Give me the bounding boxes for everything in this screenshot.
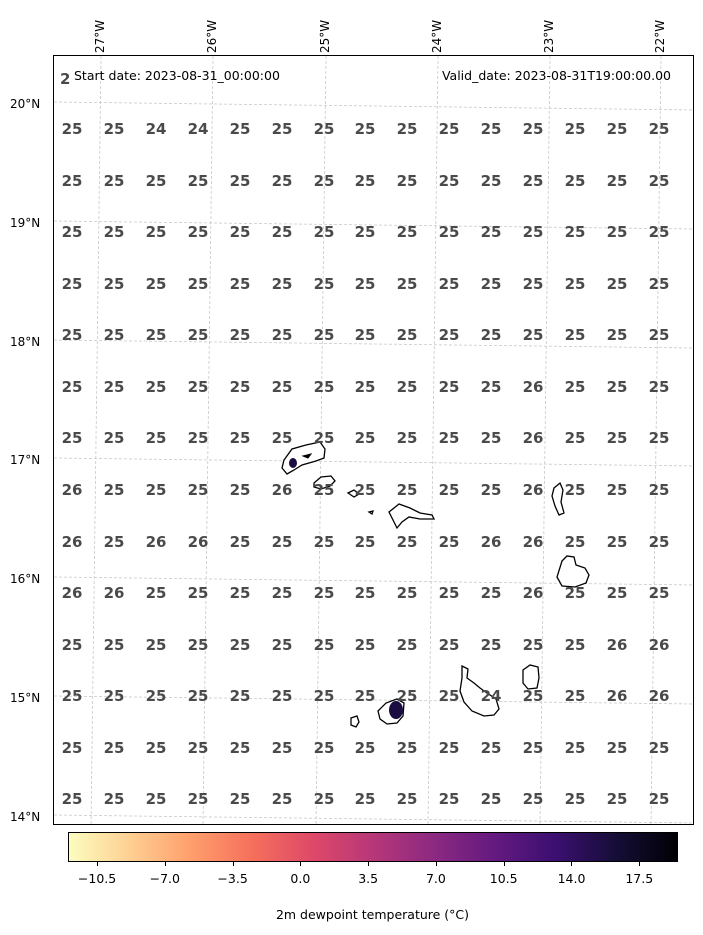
dewpoint-value: 25: [480, 172, 502, 190]
dewpoint-value: 25: [313, 687, 335, 705]
dewpoint-value: 25: [480, 790, 502, 808]
dewpoint-value: 25: [522, 739, 544, 757]
dewpoint-value: 25: [648, 584, 670, 602]
dewpoint-value: 25: [564, 636, 586, 654]
longitude-label-text: 27°W: [93, 19, 107, 53]
dewpoint-value: 25: [480, 326, 502, 344]
dewpoint-value: 25: [564, 533, 586, 551]
dewpoint-value: 25: [396, 326, 418, 344]
dewpoint-value: 25: [396, 223, 418, 241]
dewpoint-value: 25: [522, 790, 544, 808]
dewpoint-value: 25: [564, 584, 586, 602]
dewpoint-value: 25: [145, 687, 167, 705]
dewpoint-value: 25: [606, 326, 628, 344]
dewpoint-value: 25: [564, 481, 586, 499]
dewpoint-value: 25: [103, 378, 125, 396]
dewpoint-value: 25: [103, 223, 125, 241]
colorbar-tick-mark: [571, 862, 572, 866]
dewpoint-value: 25: [313, 584, 335, 602]
dewpoint-value: 25: [522, 636, 544, 654]
dewpoint-value: 25: [396, 429, 418, 447]
dewpoint-value: 25: [229, 584, 251, 602]
dewpoint-value: 25: [438, 429, 460, 447]
dewpoint-value: 25: [103, 275, 125, 293]
parallel-line: [54, 102, 694, 110]
longitude-label: [542, 8, 562, 53]
latitude-label: 18°N: [10, 335, 41, 349]
colorbar-tick-mark: [368, 862, 369, 866]
colorbar-tick-mark: [436, 862, 437, 866]
dewpoint-value: 26: [522, 533, 544, 551]
dewpoint-value: 25: [103, 172, 125, 190]
dewpoint-value: 26: [145, 533, 167, 551]
dewpoint-value: 25: [313, 326, 335, 344]
dewpoint-value: 25: [396, 790, 418, 808]
dewpoint-value: 25: [229, 790, 251, 808]
dewpoint-value: 25: [313, 172, 335, 190]
colorbar-tick-label: −7.0: [149, 871, 180, 886]
dewpoint-value: 25: [61, 326, 83, 344]
dewpoint-value: 25: [354, 120, 376, 138]
dewpoint-value: 25: [354, 326, 376, 344]
dewpoint-value: 25: [61, 687, 83, 705]
dewpoint-value: 25: [564, 739, 586, 757]
dewpoint-value: 25: [271, 739, 293, 757]
dewpoint-value: 24: [187, 120, 209, 138]
dewpoint-value: 24: [480, 687, 502, 705]
dewpoint-value: 25: [313, 429, 335, 447]
start-date-label: Start date: 2023-08-31_00:00:00: [74, 68, 280, 83]
dewpoint-value: 25: [229, 429, 251, 447]
dewpoint-value: 25: [522, 326, 544, 344]
dewpoint-value: 25: [271, 584, 293, 602]
dewpoint-value: 25: [187, 429, 209, 447]
dewpoint-value: 26: [522, 584, 544, 602]
dewpoint-value: 25: [187, 326, 209, 344]
dewpoint-value: 25: [606, 584, 628, 602]
dewpoint-value: 25: [438, 533, 460, 551]
colorbar-title: 2m dewpoint temperature (°C): [275, 907, 470, 922]
dewpoint-value: 25: [103, 739, 125, 757]
colorbar-tick-mark: [504, 862, 505, 866]
corner-label: 2: [60, 70, 71, 88]
colorbar-tick-mark: [300, 862, 301, 866]
dewpoint-value: 25: [354, 481, 376, 499]
dewpoint-value: 25: [271, 172, 293, 190]
meridian-line: [91, 56, 101, 825]
dewpoint-value: 25: [606, 378, 628, 396]
dewpoint-value: 25: [480, 378, 502, 396]
dewpoint-value: 25: [229, 533, 251, 551]
dewpoint-value: 25: [438, 172, 460, 190]
dewpoint-value: 25: [606, 172, 628, 190]
dewpoint-value: 25: [438, 687, 460, 705]
dewpoint-value: 25: [145, 378, 167, 396]
dewpoint-value: 25: [438, 378, 460, 396]
latitude-label: 14°N: [10, 810, 41, 824]
island-boa-vista: [557, 556, 589, 587]
dewpoint-value: 25: [480, 429, 502, 447]
longitude-label-text: 24°W: [430, 19, 444, 53]
dewpoint-value: 25: [564, 326, 586, 344]
dewpoint-value: 25: [354, 533, 376, 551]
dewpoint-value: 25: [648, 275, 670, 293]
dewpoint-value: 25: [648, 120, 670, 138]
dewpoint-value: 25: [354, 584, 376, 602]
dewpoint-value: 25: [187, 223, 209, 241]
dewpoint-value: 25: [61, 739, 83, 757]
dewpoint-value: 26: [606, 636, 628, 654]
longitude-label-text: 26°W: [205, 19, 219, 53]
dewpoint-value: 25: [103, 687, 125, 705]
colorbar-tick-mark: [97, 862, 98, 866]
dewpoint-value: 25: [564, 172, 586, 190]
dewpoint-value: 25: [187, 584, 209, 602]
dewpoint-value: 25: [480, 120, 502, 138]
dewpoint-value: 25: [271, 429, 293, 447]
dewpoint-value: 25: [480, 584, 502, 602]
dewpoint-value: 25: [229, 172, 251, 190]
dewpoint-value: 25: [313, 275, 335, 293]
dewpoint-value: 25: [606, 533, 628, 551]
dewpoint-value: 25: [61, 378, 83, 396]
dewpoint-value: 25: [145, 790, 167, 808]
dewpoint-value: 25: [648, 481, 670, 499]
dewpoint-value: 25: [480, 275, 502, 293]
dewpoint-value: 26: [522, 481, 544, 499]
latitude-label: 17°N: [10, 453, 41, 467]
dewpoint-value: 25: [648, 429, 670, 447]
dewpoint-value: 26: [522, 378, 544, 396]
dewpoint-value: 25: [61, 790, 83, 808]
colorbar: [68, 832, 678, 862]
dewpoint-value: 25: [271, 223, 293, 241]
meridian-line: [428, 56, 438, 825]
dewpoint-value: 25: [229, 481, 251, 499]
dewpoint-value: 25: [229, 120, 251, 138]
dewpoint-value: 25: [396, 739, 418, 757]
dewpoint-value: 25: [438, 790, 460, 808]
dewpoint-value: 25: [480, 223, 502, 241]
dewpoint-value: 25: [271, 120, 293, 138]
dewpoint-value: 25: [61, 275, 83, 293]
island-sal: [552, 483, 564, 515]
latitude-label: 20°N: [10, 97, 41, 111]
dewpoint-value: 25: [229, 378, 251, 396]
dewpoint-value: 25: [396, 481, 418, 499]
colorbar-tick-mark: [233, 862, 234, 866]
dewpoint-value: 25: [438, 636, 460, 654]
dewpoint-value: 26: [187, 533, 209, 551]
dewpoint-value: 25: [648, 172, 670, 190]
dewpoint-value: 25: [354, 275, 376, 293]
dewpoint-value: 25: [396, 275, 418, 293]
valid-date-label: Valid_date: 2023-08-31T19:00:00.00: [441, 68, 671, 83]
dewpoint-value: 26: [61, 533, 83, 551]
dewpoint-value: 26: [648, 636, 670, 654]
dewpoint-value: 26: [271, 481, 293, 499]
dewpoint-value-grid: [62, 120, 670, 808]
dewpoint-value: 25: [480, 739, 502, 757]
dewpoint-value: 25: [61, 120, 83, 138]
dewpoint-value: 25: [229, 223, 251, 241]
dewpoint-value: 25: [438, 739, 460, 757]
dewpoint-value: 25: [229, 275, 251, 293]
dewpoint-value: 25: [145, 223, 167, 241]
longitude-label: [653, 8, 673, 53]
dewpoint-value: 25: [648, 223, 670, 241]
dewpoint-value: 25: [438, 584, 460, 602]
dewpoint-value: 25: [648, 739, 670, 757]
dewpoint-value: 25: [187, 687, 209, 705]
dewpoint-value: 25: [396, 636, 418, 654]
longitude-label-text: 23°W: [542, 19, 556, 53]
dewpoint-value: 25: [313, 790, 335, 808]
dewpoint-value: 25: [354, 790, 376, 808]
dewpoint-value: 25: [564, 687, 586, 705]
longitude-label: [205, 8, 225, 53]
dewpoint-value: 26: [61, 481, 83, 499]
dewpoint-value: 25: [187, 378, 209, 396]
dewpoint-value: 25: [606, 223, 628, 241]
dewpoint-value: 25: [187, 172, 209, 190]
island-brava: [351, 716, 359, 727]
dewpoint-value: 26: [61, 584, 83, 602]
dewpoint-value: 25: [103, 790, 125, 808]
dewpoint-value: 25: [354, 687, 376, 705]
dewpoint-value: 25: [103, 326, 125, 344]
dewpoint-value: 25: [103, 429, 125, 447]
dewpoint-value: 25: [438, 223, 460, 241]
dewpoint-value: 25: [313, 481, 335, 499]
dewpoint-value: 25: [606, 790, 628, 808]
latitude-label: 15°N: [10, 691, 41, 705]
dewpoint-value: 26: [103, 584, 125, 602]
dewpoint-value: 25: [271, 533, 293, 551]
island-sao-nicolau: [389, 504, 434, 528]
dewpoint-value: 25: [564, 120, 586, 138]
dewpoint-value: 25: [396, 533, 418, 551]
dewpoint-value: 25: [564, 275, 586, 293]
dewpoint-value: 25: [313, 223, 335, 241]
dewpoint-value: 25: [229, 636, 251, 654]
dewpoint-value: 25: [564, 429, 586, 447]
dewpoint-value: 25: [61, 223, 83, 241]
dewpoint-value: 25: [61, 636, 83, 654]
dewpoint-value: 25: [606, 429, 628, 447]
dewpoint-value: 25: [564, 790, 586, 808]
dewpoint-value: 25: [396, 584, 418, 602]
dewpoint-value: 25: [313, 120, 335, 138]
dewpoint-value: 25: [313, 739, 335, 757]
dewpoint-value: 25: [229, 326, 251, 344]
colorbar-tick-label: 3.5: [358, 871, 379, 886]
dewpoint-value: 25: [145, 275, 167, 293]
dewpoint-value: 25: [229, 687, 251, 705]
dewpoint-value: 25: [480, 481, 502, 499]
colorbar-tick-mark: [639, 862, 640, 866]
dewpoint-value: 25: [354, 636, 376, 654]
dewpoint-value: 25: [145, 636, 167, 654]
dewpoint-value: 25: [396, 172, 418, 190]
colorbar-tick-label: 0.0: [290, 871, 311, 886]
colorbar-tick-label: 10.5: [489, 871, 518, 886]
dewpoint-value: 25: [396, 687, 418, 705]
dewpoint-value: 25: [438, 481, 460, 499]
longitude-label-text: 22°W: [653, 19, 667, 53]
longitude-label-text: 25°W: [318, 19, 332, 53]
dewpoint-value: 26: [648, 687, 670, 705]
dewpoint-value: 25: [61, 172, 83, 190]
dewpoint-value: 25: [522, 275, 544, 293]
dewpoint-value: 25: [313, 636, 335, 654]
dewpoint-value: 25: [187, 275, 209, 293]
dewpoint-value: 25: [606, 275, 628, 293]
map-panel: [53, 55, 694, 825]
dewpoint-value: 25: [61, 429, 83, 447]
dewpoint-value: 25: [271, 790, 293, 808]
dewpoint-spot-santo-antao: [289, 458, 297, 468]
dewpoint-value: 25: [648, 378, 670, 396]
dewpoint-value: 26: [522, 429, 544, 447]
colorbar-tick-label: 17.5: [625, 871, 654, 886]
dewpoint-value: 25: [438, 120, 460, 138]
longitude-label: [318, 8, 338, 53]
colorbar-tick-label: 14.0: [557, 871, 586, 886]
longitude-label: [93, 8, 113, 53]
dewpoint-value: 25: [271, 275, 293, 293]
dewpoint-value: 25: [229, 739, 251, 757]
island-maio: [523, 665, 539, 689]
dewpoint-value: 25: [271, 378, 293, 396]
dewpoint-value: 25: [438, 275, 460, 293]
dewpoint-value: 25: [522, 223, 544, 241]
dewpoint-value: 25: [187, 790, 209, 808]
map-canvas: [54, 56, 694, 825]
dewpoint-value: 25: [271, 326, 293, 344]
dewpoint-value: 25: [648, 790, 670, 808]
colorbar-tick-label: 7.0: [425, 871, 446, 886]
dewpoint-value: 25: [187, 636, 209, 654]
dewpoint-value: 25: [480, 636, 502, 654]
dewpoint-value: 25: [103, 636, 125, 654]
parallel-line: [54, 458, 694, 466]
dewpoint-value: 26: [606, 687, 628, 705]
dewpoint-value: 25: [522, 172, 544, 190]
dewpoint-value: 25: [187, 481, 209, 499]
dewpoint-value: 25: [145, 326, 167, 344]
dewpoint-value: 25: [271, 636, 293, 654]
dewpoint-value: 25: [396, 378, 418, 396]
dewpoint-value: 25: [145, 172, 167, 190]
dewpoint-value: 25: [648, 326, 670, 344]
island-raso: [369, 511, 373, 514]
dewpoint-value: 25: [271, 687, 293, 705]
dewpoint-value: 25: [354, 172, 376, 190]
colorbar-tick-label: −3.5: [217, 871, 248, 886]
dewpoint-value: 25: [606, 120, 628, 138]
dewpoint-value: 25: [145, 481, 167, 499]
colorbar-tick-mark: [165, 862, 166, 866]
dewpoint-value: 25: [103, 481, 125, 499]
latitude-label: 19°N: [10, 216, 41, 230]
parallel-line: [54, 815, 694, 823]
dewpoint-value: 25: [354, 378, 376, 396]
longitude-label: [430, 8, 450, 53]
dewpoint-value: 25: [522, 120, 544, 138]
dewpoint-value: 25: [438, 326, 460, 344]
dewpoint-value: 25: [522, 687, 544, 705]
dewpoint-value: 25: [648, 533, 670, 551]
dewpoint-value: 25: [313, 533, 335, 551]
dewpoint-value: 25: [145, 429, 167, 447]
latitude-label: 16°N: [10, 572, 41, 586]
dewpoint-value: 25: [564, 223, 586, 241]
dewpoint-value: 25: [103, 533, 125, 551]
dewpoint-value: 26: [480, 533, 502, 551]
dewpoint-value: 25: [354, 223, 376, 241]
dewpoint-value: 24: [145, 120, 167, 138]
dewpoint-value: 25: [606, 481, 628, 499]
colorbar-tick-label: −10.5: [77, 871, 117, 886]
dewpoint-value: 25: [354, 429, 376, 447]
dewpoint-value: 25: [187, 739, 209, 757]
dewpoint-value: 25: [145, 739, 167, 757]
dewpoint-value: 25: [606, 739, 628, 757]
dewpoint-value: 25: [103, 120, 125, 138]
dewpoint-value: 25: [145, 584, 167, 602]
dewpoint-value: 25: [564, 378, 586, 396]
dewpoint-value: 25: [313, 378, 335, 396]
dewpoint-value: 25: [396, 120, 418, 138]
dewpoint-value: 25: [354, 739, 376, 757]
